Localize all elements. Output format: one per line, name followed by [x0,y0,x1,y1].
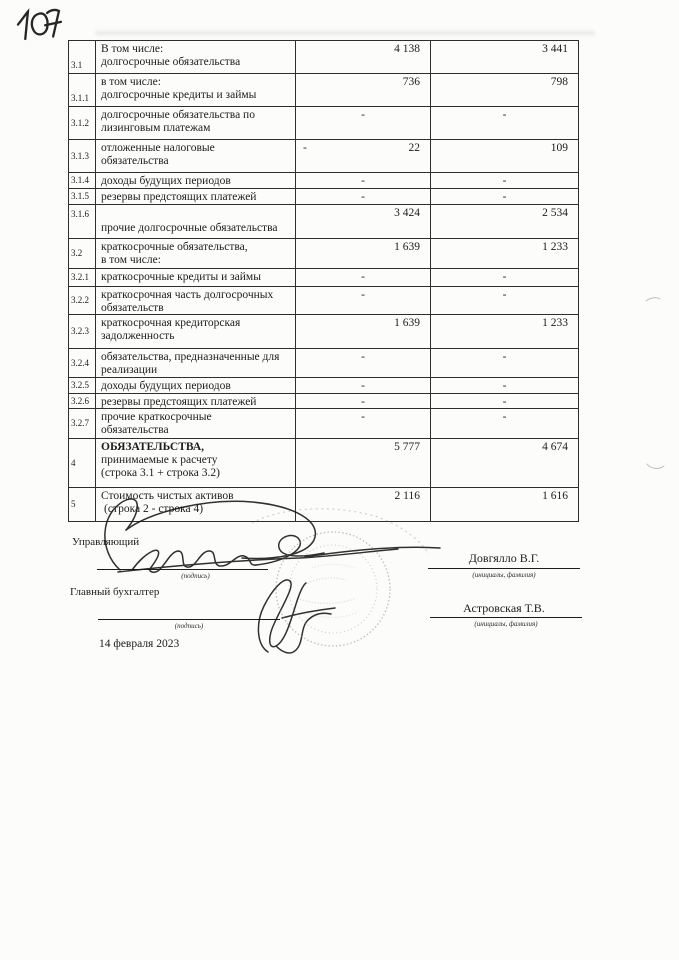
accountant-role-label: Главный бухгалтер [70,586,160,598]
row-number: 3.1.5 [69,189,96,204]
value-current: 1 639 [296,239,431,268]
label-line: в том числе: [101,76,161,88]
label-line: краткосрочные кредиты и займы [101,271,261,283]
label-line: обязательств [101,302,164,314]
value-current: - [296,107,431,139]
label-line: Стоимость чистых активов [101,490,234,502]
label-line: прочие долгосрочные обязательства [101,222,278,234]
value-current: 4 138 [296,41,431,73]
row-label [96,107,296,139]
label-line: отложенные налоговые [101,142,215,154]
table-row [69,349,578,378]
label-line: лизинговым платежам [101,122,211,134]
table-row-total-obligations [69,439,578,488]
manager-role-label: Управляющий [72,536,140,548]
row-label [96,349,296,377]
row-label [96,287,296,314]
row-number: 4 [69,439,96,487]
value-previous: 2 534 [542,207,568,219]
value-current: - [296,189,431,204]
value-previous: - [502,191,507,203]
value-current: 5 777 [296,439,431,487]
value-current: 3 424 [296,205,431,238]
value-current: 1 639 [296,315,431,348]
scan-smudge [95,31,595,35]
row-number: 3.2.5 [69,378,96,393]
value-current: - [296,173,431,188]
row-number: 3.1.3 [69,140,96,172]
table-row [69,409,578,439]
label-line: долгосрочные обязательства по [101,109,255,121]
table-row-net-assets [69,488,578,521]
manager-name-line [428,568,580,569]
value-current: - [296,378,431,393]
row-number: 3.2.1 [69,269,96,286]
label-line: краткосрочная кредиторская [101,317,241,329]
row-label [96,140,296,172]
label-line: обязательства [101,424,169,436]
table-row [69,189,578,205]
value-previous: - [502,109,507,121]
table-row [69,205,578,239]
label-line: (строка 2 - строка 4) [104,503,204,515]
label-line: резервы предстоящих платежей [101,191,257,203]
row-number: 3.1 [69,41,96,73]
label-line: обязательства, предназначенные для [101,351,280,363]
value-current: - [296,269,431,286]
net-assets-table [68,40,579,522]
row-label [96,488,296,521]
value-previous: - [502,411,507,423]
value-current: 736 [296,74,431,106]
table-row [69,394,578,409]
row-label [96,394,296,408]
row-label [96,439,296,487]
table-row [69,173,578,189]
value-amount: 22 [408,142,420,154]
row-number: 3.1.6 [69,205,96,238]
table-row [69,140,578,173]
table-row [69,107,578,140]
row-number: 5 [69,488,96,521]
label-line: принимаемые к расчету [101,454,218,466]
value-previous: - [502,351,507,363]
manager-name-caption: (инициалы, фамилия) [472,571,536,579]
table-row [69,41,578,74]
row-number: 3.2 [69,239,96,268]
row-number: 3.2.2 [69,287,96,314]
accountant-signature-caption: (подпись) [174,622,204,630]
row-label [96,74,296,106]
accountant-name-line [430,617,582,618]
label-line: доходы будущих периодов [101,380,231,392]
label-line: резервы предстоящих платежей [101,396,257,408]
label-line: ОБЯЗАТЕЛЬСТВА, [101,441,205,453]
label-line: прочие краткосрочные [101,411,212,423]
label-line: обязательства [101,155,169,167]
value-current: - [296,287,431,314]
label-line: реализации [101,364,158,376]
value-previous: 109 [550,142,568,154]
row-label [96,173,296,188]
value-previous: 3 441 [542,43,568,55]
value-previous: 4 674 [542,441,568,453]
row-number: 3.2.6 [69,394,96,408]
label-line: долгосрочные обязательства [101,56,241,68]
table-row [69,378,578,394]
label-line: краткосрочная часть долгосрочных [101,289,274,301]
value-current [296,140,431,172]
value-previous: - [502,289,507,301]
row-label [96,269,296,286]
row-label [96,189,296,204]
value-previous: 1 616 [542,490,568,502]
label-line: краткосрочные обязательства, [101,241,248,253]
row-number: 3.2.3 [69,315,96,348]
manager-name: Довгялло В.Г. [468,551,540,565]
value-previous: 1 233 [542,241,568,253]
table-row [69,239,578,269]
table-row [69,287,578,315]
value-current: - [296,409,431,438]
label-line: задолженность [101,330,175,342]
accountant-name-caption: (инициалы, фамилия) [474,620,538,628]
document-date: 14 февраля 2023 [99,638,180,650]
value-previous: - [502,271,507,283]
row-number: 3.2.7 [69,409,96,438]
row-label [96,205,296,238]
table-row [69,315,578,349]
row-label [96,378,296,393]
accountant-signature [258,580,335,653]
row-label [96,409,296,438]
row-number: 3.1.4 [69,173,96,188]
manager-signature-line [97,569,268,570]
row-number: 3.1.1 [69,74,96,106]
value-previous: - [502,175,507,187]
value-previous: - [502,380,507,392]
row-label [96,315,296,348]
value-dash-prefix: - [303,142,307,154]
table-row [69,269,578,287]
row-number: 3.1.2 [69,107,96,139]
value-previous: - [502,396,507,408]
row-label [96,41,296,73]
value-current: - [296,349,431,377]
label-line: доходы будущих периодов [101,175,231,187]
label-line: долгосрочные кредиты и займы [101,89,257,101]
row-number: 3.2.4 [69,349,96,377]
table-row [69,74,578,107]
accountant-signature-line [98,619,280,620]
handwritten-page-number [17,9,62,40]
value-previous: 1 233 [542,317,568,329]
value-previous: 798 [550,76,568,88]
scan-artifact [646,298,664,469]
value-current: - [296,394,431,408]
label-line: в том числе: [101,254,161,266]
label-line: (строка 3.1 + строка 3.2) [101,467,220,479]
value-current: 2 116 [296,488,431,521]
accountant-name: Астровская Т.В. [463,601,545,615]
manager-signature-caption: (подпись) [181,572,210,580]
label-line: В том числе: [101,43,164,55]
row-label [96,239,296,268]
